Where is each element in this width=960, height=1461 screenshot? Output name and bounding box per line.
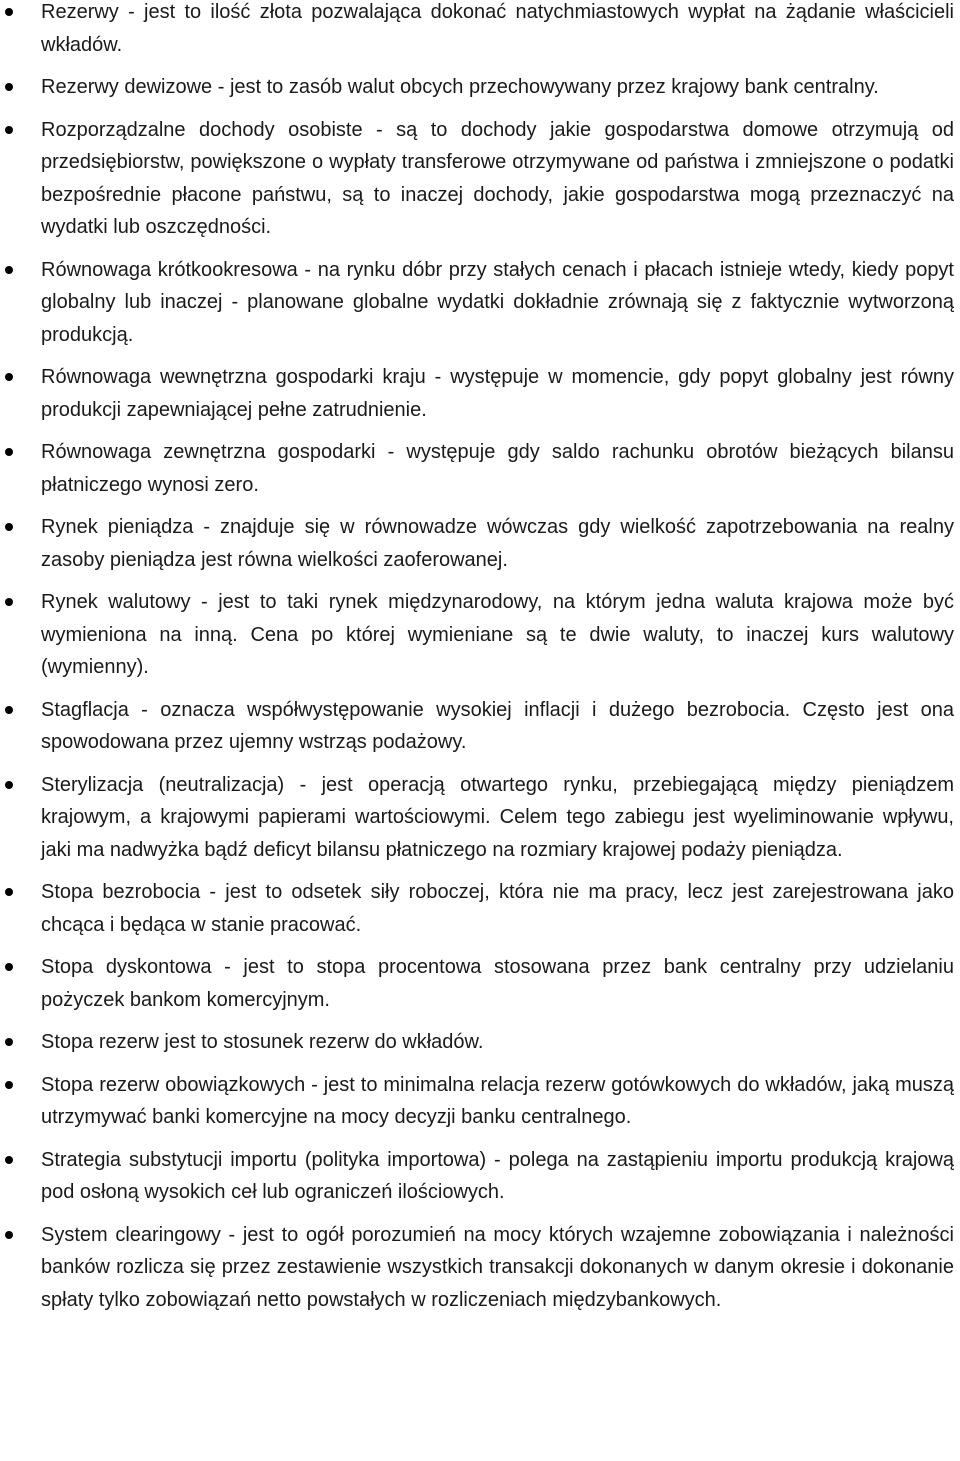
list-item: [0, 769, 954, 867]
item-text: Równowaga zewnętrzna gospodarki - występuje gdy saldo rachunku obrotów bieżących bilansu płatniczego wynosi zero.: [41, 441, 954, 496]
list-item: [0, 71, 954, 104]
item-text: Rozporządzalne dochody osobiste - są to dochody jakie gospodarstwa domowe otrzymują od przedsiębiorstw, powiększone o wypłaty transferowe otrzymywane od państwa i zmniejszone o podatki bezpośrednie płacone państwu, są to inaczej dochody, jakie gospodarstwa mogą przeznaczyć na wydatki lub oszczędności.: [41, 118, 954, 238]
list-item: [0, 586, 954, 684]
item-text: Rynek walutowy - jest to taki rynek międzynarodowy, na którym jedna waluta krajowa może być wymieniona na inną. Cena po której wymieniane są te dwie waluty, to inaczej kurs walutowy (wymienny).: [41, 591, 954, 678]
item-text: Rezerwy - jest to ilość złota pozwalająca dokonać natychmiastowych wypłat na żądanie właścicieli wkładów.: [41, 1, 954, 56]
item-text: Stagflacja - oznacza współwystępowanie wysokiej inflacji i dużego bezrobocia. Często jest ona spowodowana przez ujemny wstrząs podażowy.: [41, 698, 954, 753]
bullet-icon: [5, 266, 13, 274]
item-text: Stopa rezerw jest to stosunek rezerw do wkładów.: [41, 1031, 484, 1053]
list-item: [0, 694, 954, 759]
list-item: [0, 0, 954, 61]
list-item: [0, 1219, 954, 1317]
item-text: Stopa rezerw obowiązkowych - jest to minimalna relacja rezerw gotówkowych do wkładów, jaką muszą utrzymywać banki komercyjne na mocy decyzji banku centralnego.: [41, 1073, 954, 1128]
list-item: [0, 876, 954, 941]
bullet-icon: [5, 523, 13, 531]
item-text: Sterylizacja (neutralizacja) - jest operacją otwartego rynku, przebiegającą między pieniądzem krajowym, a krajowymi papierami wartościowymi. Celem tego zabiegu jest wyeliminowanie wpływu, jaki ma nadwyżka bądź deficyt bilansu płatniczego na rozmiary krajowej podaży pieniądza.: [41, 773, 954, 861]
item-text: Stopa dyskontowa - jest to stopa procentowa stosowana przez bank centralny przy udzielaniu pożyczek bankom komercyjnym.: [41, 956, 954, 1011]
bullet-icon: [5, 598, 13, 606]
item-text: Strategia substytucji importu (polityka importowa) - polega na zastąpieniu importu produkcją krajową pod osłoną wysokich ceł lub ograniczeń ilościowych.: [41, 1148, 954, 1203]
list-item: [0, 511, 954, 576]
bullet-icon: [5, 1156, 13, 1164]
bullet-icon: [5, 448, 13, 456]
bullet-icon: [5, 8, 13, 16]
list-item: [0, 1026, 954, 1059]
list-item: [0, 361, 954, 426]
item-text: Równowaga krótkookresowa - na rynku dóbr przy stałych cenach i płacach istnieje wtedy, kiedy popyt globalny lub inaczej - planowane globalne wydatki dokładnie zrównają się z faktycznie wytworzoną produkcją.: [41, 258, 954, 346]
item-text: Równowaga wewnętrzna gospodarki kraju - występuje w momencie, gdy popyt globalny jest równy produkcji zapewniającej pełne zatrudnienie.: [41, 366, 954, 421]
bullet-icon: [5, 1038, 13, 1046]
item-text: Rynek pieniądza - znajduje się w równowadze wówczas gdy wielkość zapotrzebowania na realny zasoby pieniądza jest równa wielkości zaoferowanej.: [41, 516, 954, 571]
list-item: [0, 254, 954, 352]
list-item: [0, 436, 954, 501]
bullet-icon: [5, 83, 13, 91]
bullet-icon: [5, 706, 13, 714]
bullet-icon: [5, 781, 13, 789]
list-item: [0, 1144, 954, 1209]
bullet-icon: [5, 963, 13, 971]
bullet-icon: [5, 126, 13, 134]
bullet-icon: [5, 373, 13, 381]
list-item: [0, 1069, 954, 1134]
item-text: Rezerwy dewizowe - jest to zasób walut obcych przechowywany przez krajowy bank centralny.: [41, 76, 879, 98]
list-item: [0, 114, 954, 244]
item-text: Stopa bezrobocia - jest to odsetek siły roboczej, która nie ma pracy, lecz jest zarejestrowana jako chcąca i będąca w stanie pracować.: [41, 881, 954, 936]
list-item: [0, 951, 954, 1016]
item-text: System clearingowy - jest to ogół porozumień na mocy których wzajemne zobowiązania i należności banków rozlicza się przez zestawienie wszystkich transakcji dokonanych w danym okresie i dokonanie spłaty tylko zobowiązań netto powstałych w rozliczeniach międzybankowych.: [41, 1223, 954, 1311]
bullet-icon: [5, 1081, 13, 1089]
bullet-icon: [5, 888, 13, 896]
bullet-icon: [5, 1231, 13, 1239]
